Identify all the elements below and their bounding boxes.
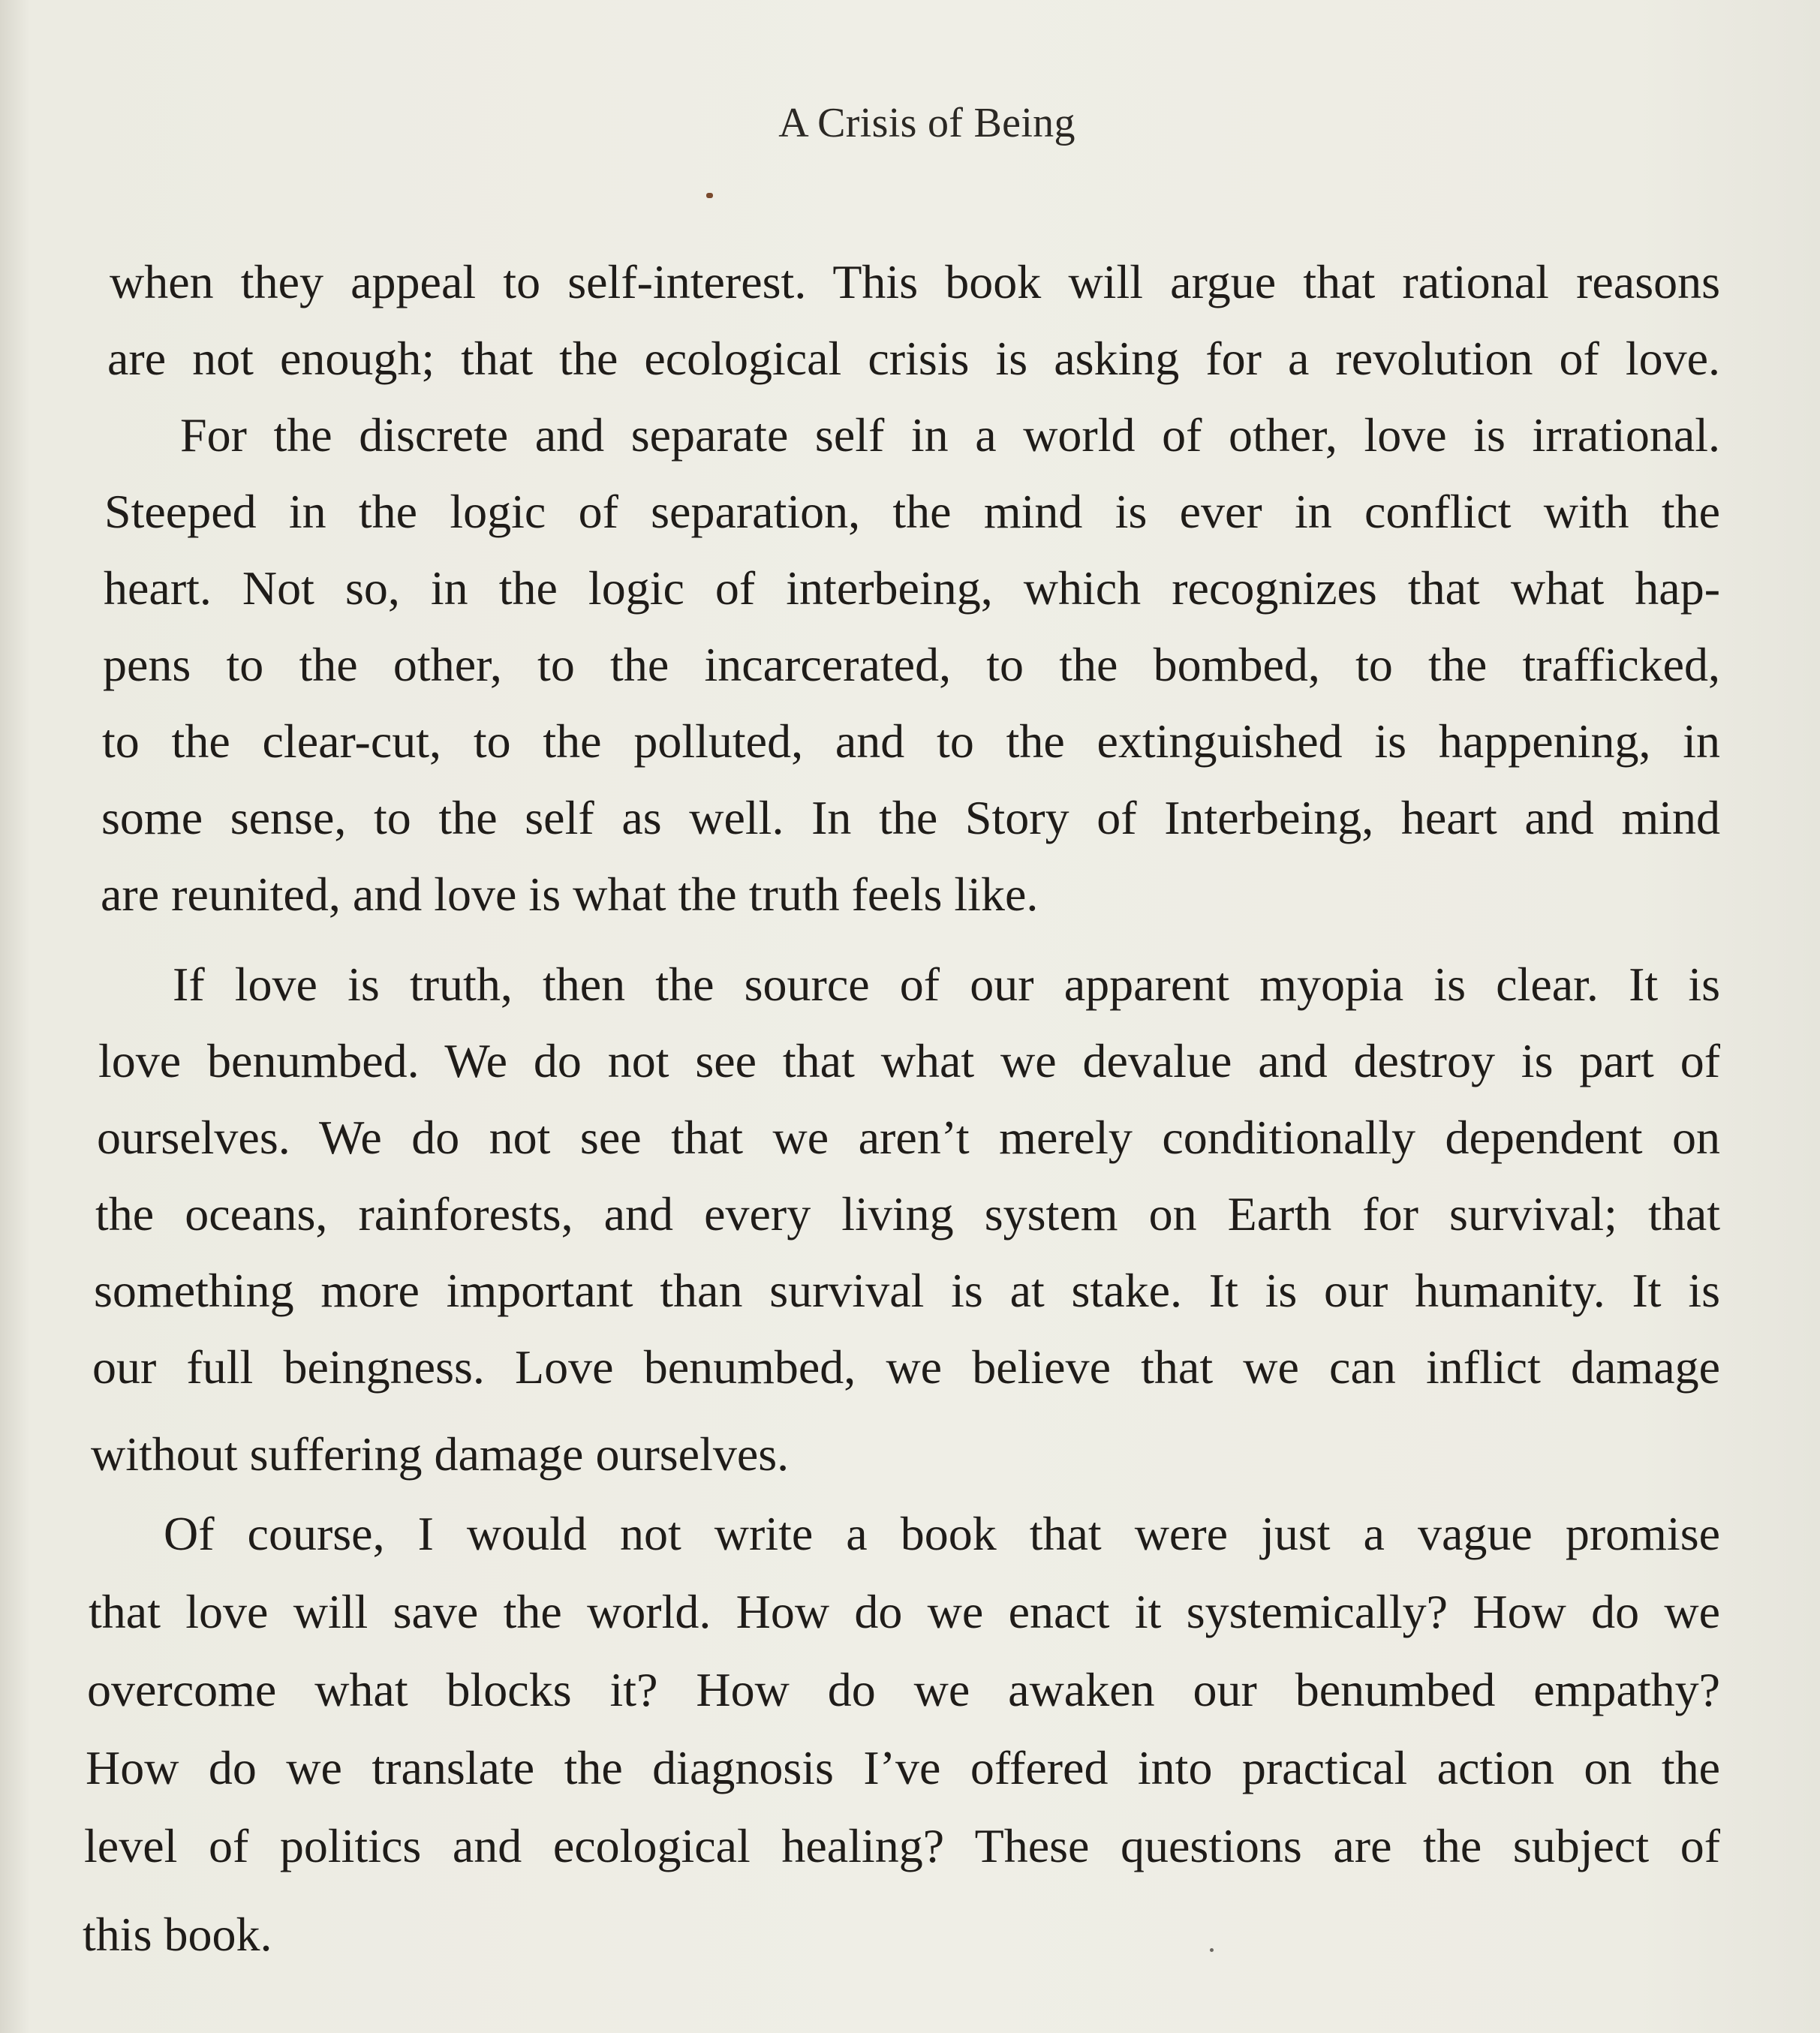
text-line: this book. [83, 1908, 272, 1961]
text-line: without suffering damage ourselves. [91, 1427, 790, 1481]
running-head: A Crisis of Being [778, 100, 1075, 146]
text-line: to the clear-cut, to the polluted, and to the extinguished is happening, in [102, 714, 1720, 768]
text-line: are not enough; that the ecological crisis is asking for a revolution of love. [107, 332, 1720, 385]
ink-mark [706, 193, 713, 198]
text-line: the oceans, rainforests, and every living system on Earth for survival; that [95, 1187, 1720, 1241]
text-line: are reunited, and love is what the truth feels like. [101, 868, 1039, 921]
text-line: that love will save the world. How do we enact it systemically? How do we [89, 1585, 1720, 1638]
text-line: pens to the other, to the incarcerated, to the bombed, to the trafficked, [103, 638, 1720, 691]
text-line: some sense, to the self as well. In the Story of Interbeing, heart and mind [101, 791, 1720, 844]
text-line: level of politics and ecological healing? These questions are the subject of [84, 1819, 1720, 1872]
text-line: If love is truth, then the source of our apparent myopia is clear. It is [173, 958, 1720, 1011]
text-line: love benumbed. We do not see that what we devalue and destroy is part of [98, 1034, 1720, 1087]
text-line: our full beingness. Love benumbed, we believe that we can inflict damage [92, 1340, 1720, 1394]
text-line: something more important than survival is at stake. It is our humanity. It is [94, 1264, 1720, 1317]
text-line: Steeped in the logic of separation, the mind is ever in conflict with the [104, 485, 1720, 538]
text-line: How do we translate the diagnosis I’ve offered into practical action on the [86, 1741, 1720, 1794]
text-line: Of course, I would not write a book that were just a vague promise [164, 1507, 1720, 1560]
text-line: overcome what blocks it? How do we awaken our benumbed empathy? [87, 1663, 1720, 1716]
paper-speck [1210, 1948, 1214, 1952]
text-line: when they appeal to self-interest. This book will argue that rational reasons [110, 255, 1720, 308]
text-line: For the discrete and separate self in a world of other, love is irrational. [180, 408, 1720, 462]
text-line: heart. Not so, in the logic of interbeing, which recognizes that what hap- [104, 561, 1720, 615]
text-line: ourselves. We do not see that we aren’t merely conditionally dependent on [97, 1111, 1720, 1164]
